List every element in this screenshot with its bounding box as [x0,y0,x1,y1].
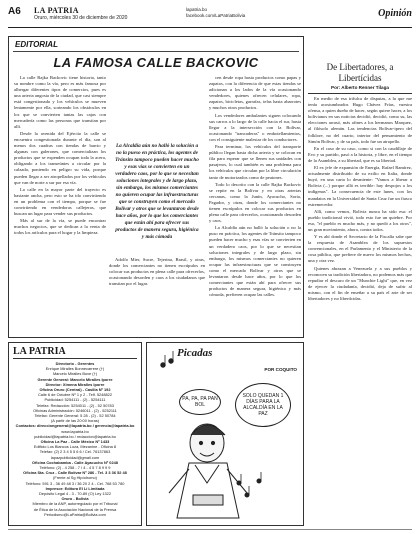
editorial-column-1 [14,75,106,333]
masthead-line: Enrique Miralles Bonnecarrere (†) [45,366,105,372]
opinion-column [308,36,412,526]
masthead-line: Teléfono: 591 3 - 36 49 48 3 / 36 20 2 4 - Cel. 768 53 780 [25,480,125,486]
cartoon-author: POR COQUITO [264,367,297,372]
section-name: Opinión [378,8,412,19]
editorial-paragraph: Los vendedores ambulantes siguen colocando sus carros a lo largo de la calle hacia el sur, hasta llegar a la intersección con la Bolívar, ocasionando "trancaderas" o embotellamientos, con el consiguiente malestar de los conductores. [209,112,301,142]
cartoon-box [146,342,304,526]
editorial-rule [13,51,299,52]
speech-bubble-left: PA, PA, PA PAN BOL [179,389,221,415]
opinion-paragraph: En el caso de su caso, como si con la caudillaje de Evo y su partido, pasó a la historia, y libre, en el tiempo de la Asamblea, a su libertad, que es su libertad. [308,145,412,163]
editorial-column-2 [109,257,205,333]
masthead-line: Marcelo Miralles Bove (†) [52,371,98,377]
masthead-line: Oficina Sta. Cruz - Calle Bolívar Nº 286 - Tel. 3 3 36 52 48 [23,470,127,476]
masthead-line: Telefax: Gerente General: 5 28 - (2) - 52 50784 [34,413,116,419]
editorial-paragraph: cen desde ropa hasta productos como papas y zapatos, con la diferencia de que estas tiendas se adicionan a los lados de la vía ocasionando vendedores, quienes ofrecen celulares, ropa, zapatos, bicicletas, garrafas, telas hasta abarrotes y muchos otros productos. [209,75,301,111]
opinion-paragraph: El ex jefe de expansión de Energía, Rafael Ramírez, actualmente distribuido de su exilio en Italia, donde huyó, en una carta lo desmiente: "Vamos a liberar a Bolivia (...) porque allá es terrible: hay despojos a los indígenas". La consecuencia de este lunes, con los mandatos en la Universidad de Santa Cruz fue un fiasco estremecedor. [308,165,412,207]
speech-bubble-right: SOLO QUEDAN 1 DÍAS PARA LA ALCALDÍA EN LA PAZ [235,383,291,427]
masthead-line: Teléfono: (2) - 4 258 - 7 / 4 - 4 5 7 8 9 9 9 [39,465,111,471]
website-link[interactable]: lapatria.bo [186,7,208,12]
opinion-paragraph: Allí, como vemos, Bolivia nunca ha sido esa: el pueblo tradicional vivió, todo esto fue un quiebre. Por eso, "el pueblo es mucho más, y no quedó a los otros", un gran movimiento, ahora, contra todos. [308,208,412,232]
editorial-paragraph: Todo lo descrito con la calle Rajka Backovic se repite en la Bolívar y en otras arterias cercanas, como la Junín, Ayacucho, Soria, Pagador, y otras, donde los comerciantes no tienen escrúpulos en colocar sus productos en plena calle para ofrecerlos, ocasionando desorden y caos. [209,181,301,224]
masthead-lines [13,361,137,517]
masthead-line: Directorio - Gerentes [55,361,95,366]
masthead-line: Oficina Oruro (Central) - Casilla Nº 192 [39,387,111,393]
editorial-label: EDITORIAL [15,40,58,49]
masthead-line: de Ética de la Asociación Nacional de la Prensa [33,506,117,512]
opinion-paragraph: En medio de esa trifulca de disputas, a la que me tenía acostumbrados Hugo Chávez Frías, vuestra ofensa, a quien dueño de hacer, según quiere hacer, a los bolivianos en sus noticias decidió, decidió, como su, las elecciones arrasó, más afines a los hermanos Marquez, al filósofo alemán. Las tendencias Bolívar-ipero del folklore, no del cuarto, interior del pensamiento de Simón Bolívar, y de su país, todo fue un atropello. [308,96,412,144]
paper-name: LA PATRIA [34,6,79,15]
masthead-line: publicidad@lapatria.bo / redaccion@lapatria.bo [34,433,116,439]
pull-quote: La Alcaldía aún no halló la solución a no la pueso en práctica, los agentes de Tránsito tampoco pueden hacer mucho y esas vías se convierten en un verdadero caos, por lo que se necesitan soluciones integrales y de largo plazo, sin embargo, los mismos comerciantes no quieren ocupar las infraestructuras que se construyen como el mercado Bolívar y otros que se levantaron desde hace años, por lo que los comerciantes que están ahí para ofrecer sus productos de manera segura, higiénica y más cómoda [115,143,199,240]
masthead-line: Publicidad: 5254111 - (2) - 5254111 [44,397,106,403]
masthead-line: Edificio Los Blancos Loza, Mezanine - Oficina 8 [33,444,117,450]
caricature-figure [169,424,247,518]
facebook-link[interactable]: facebook.com/LaPatriaBolivia [186,13,246,18]
page-number: A6 [8,6,21,17]
opinion-paragraph: Quienes abrazan a Venezuela y a sus pueblos y reconocen su tradición libertadora, no podemos más que repudiar el descaro de un "Munchie Light" que, en vez de ejercer la ciudadanía, decidió, deja de sufrir al mismo, con el fin de enseñar a su país el arte de ser libertadores y no libertícidas. [308,265,412,301]
masthead-line: Contactos: direcciongeneral@lapatria.bo / gerencia@lapatria.bo [15,423,135,429]
editorial-paragraph: La calle en la mayor parte del trayecto es bastante ancha, pero esto se ha ido convirtiendo en un problema con el tiempo, porque se fue convirtiendo en vendedoras callejeras, que buscan un lugar para vender sus productos. [14,186,106,217]
editorial-paragraph: La calle Rajka Backovic tiene historia, tanto su nombre como la vía, pero es más famosa por albergar diferentes tipos de comercios, pues es una arteria angosta de la ciudad, que casi siempre está congestionada y los vehículos se mueven lentamente por ella, sorteando los obstáculos en los que se convierten tantas las cajas con mercadería como las personas que transitan por allí. [14,75,106,129]
masthead-line: Oficina Cochabamba - Calle Ayacucho Nº 0248 [32,459,118,465]
editorial-box [8,36,304,338]
masthead-line: Oruro - Bolivia [61,496,89,502]
editorial-column-3 [209,75,301,333]
opinion-title: De Libertadores, a Libertícidas [326,62,394,83]
editorial-paragraph: Desde la avenida del Ejército la calle se encuentra congestionada durante el día, son al menos dos cuadras con tiendas de barrio y algunas con galerones, que comercializan los productos que se expenden ocupan toda la acera, obligando a los transeúntes a circular por la calzada, poniendo en peligro su vida, porque pueden llegar a ser atropellados por los vehículos que van de norte a sur por esa vía. [14,130,106,185]
masthead-box [8,342,142,526]
editorial-title: LA FAMOSA CALLE BACKOVIC [53,55,259,70]
masthead-name: LA PATRIA [13,346,137,359]
page-header [8,6,412,28]
editorial-paragraph: Para terminar, los vehículos del transporte público llegan hasta dicha arteria y se colocan en fila para esperar que se llenen sus unidades con pasajeros, lo cual también es una problema para los vehículos que circulan por la libre circulación tanto de motorizados como de peatones. [209,144,301,180]
editorial-paragraph: La Alcaldía aún no halló la solución o no la puso en práctica, los agentes de Tránsito tampoco pueden hacer mucho y esas vías se convierten en un verdadero caos, por lo que se necesitan soluciones integrales y de largo plazo, sin embargo, los mismos comerciantes no quieren ocupar las infraestructuras que se construyen como el mercado Bolívar y otros que se levantaron desde hace años, por lo que los comerciantes que están ahí para ofrecer sus productos de manera segura, higiénica y más cómoda, prefieren ocupar las calles. [209,225,301,298]
masthead-line: Director: Ximena Miralles Iporre [45,381,105,387]
masthead-line: (A partir de las 20:00 horas) [50,418,99,424]
page-bottom-rule [8,529,412,530]
cartoon-logo: Picadas [177,347,213,359]
masthead-line: Depósito Legal 4 - 3 - 70-89 (O) Ley 1322 [38,491,112,497]
editorial-paragraph: Adolfo Mier, Sucre, Tejerina, Brasil, y otras, donde los comerciantes no tienen escrúpulos en colocar sus productos en plena calle para ofrecerlos, ocasionando desorden y caos a los ciudadanos que transitan por el lugar. [109,257,205,287]
masthead-line: Gerente General: Marcelo Miralles Iporre [37,376,113,382]
web-links [186,7,245,19]
masthead-line: lapazpublicidad@gmail.com [50,454,100,460]
masthead-line: Oficinas Administración: 5246011 - (2) - 5252111 [33,407,117,413]
masthead-line: Calle 6 de Octubre Nº 1 y 2 - Telf. 5248822 [37,392,113,398]
masthead-line: Telefax: (2) 2 3 4 5 5 6 6 / Cel. 76137863 [39,449,111,455]
editorial-paragraph: Más al sur de la vía, se puede encontrar muchos negocios, que se dedican a la venta de todos los artículos para el hogar y la limpieza. [14,218,106,236]
masthead-line: Telefax: Redacción: 5254011 - (2) - 52 50783 [36,402,114,408]
opinion-body [308,96,412,524]
masthead-line: Periodismo@LaPatria@Bolivia.com [44,511,106,517]
masthead-line: (Frente al Sg Hipódromo) [53,475,97,481]
masthead-line: Oficina La Paz - Calle México Nº 1433 [40,439,110,445]
opinion-paragraph: Y es ahí donde el Secretario de la Fiscalía sabe que la respuesta de Asamblea de los supuestos convencionales, en el Parlamento y el Ministerio de la cosa pública, que prefiere de nuevo los mismos hechos, una y otra vez. [308,234,412,264]
opinion-author: Por: Alberto Renner Tilaga [308,85,412,94]
masthead-line: Impresor: Editora El Lí Limitada [45,485,105,491]
issue-date: Oruro, miércoles 30 de diciembre de 2020 [34,15,128,21]
masthead-line: Miembro de la ANP, autorregulado por el Tribunal [32,501,118,507]
masthead-line: www.lapatria.bo [61,428,89,434]
